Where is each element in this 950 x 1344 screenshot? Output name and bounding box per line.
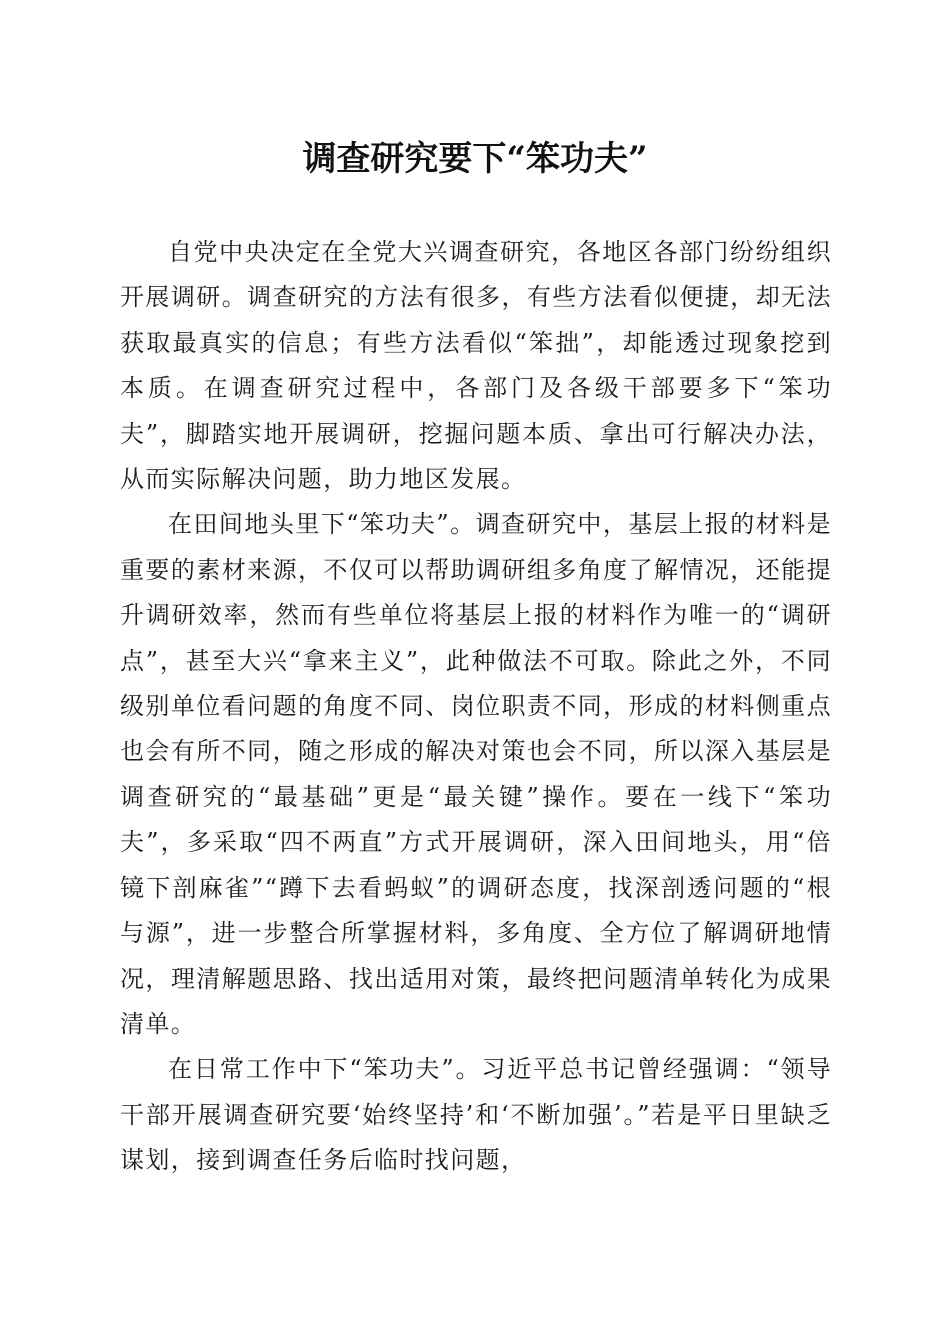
paragraph: 自党中央决定在全党大兴调查研究，各地区各部门纷纷组织开展调研。调查研究的方法有很多，有些方法看似便捷，却无法获取最真实的信息；有些方法看似“笨拙”，却能透过现象挖到本质。在调查研究过程中，各部门及各级干部要多下“笨功夫”，脚踏实地开展调研，挖掘问题本质、拿出可行解决办法，从而实际解决问题，助力地区发展。 xyxy=(120,238,832,494)
paragraph: 在田间地头里下“笨功夫”。调查研究中，基层上报的材料是重要的素材来源，不仅可以帮助调研组多角度了解情况，还能提升调研效率，然而有些单位将基层上报的材料作为唯一的“调研点”，甚至大兴“拿来主义”，此种做法不可取。除此之外，不同级别单位看问题的角度不同、岗位职责不同，形成的材料侧重点也会有所不同，随之形成的解决对策也会不同，所以深入基层是调查研究的“最基础”更是“最关键”操作。要在一线下“笨功夫”，多采取“四不两直”方式开展调研，深入田间地头，用“倍镜下剖麻雀”“蹲下去看蚂蚁”的调研态度，找深剖透问题的“根与源”，进一步整合所掌握材料，多角度、全方位了解调研地情况，理清解题思路、找出适用对策，最终把问题清单转化为成果清单。 xyxy=(120,510,832,1038)
document-body xyxy=(120,230,832,1184)
document-title: 调查研究要下“笨功夫” xyxy=(302,139,648,179)
paragraph: 在日常工作中下“笨功夫”。习近平总书记曾经强调：“领导干部开展调查研究要‘始终坚持’和‘不断加强’。”若是平日里缺乏谋划，接到调查任务后临时找问题， xyxy=(120,1055,832,1175)
